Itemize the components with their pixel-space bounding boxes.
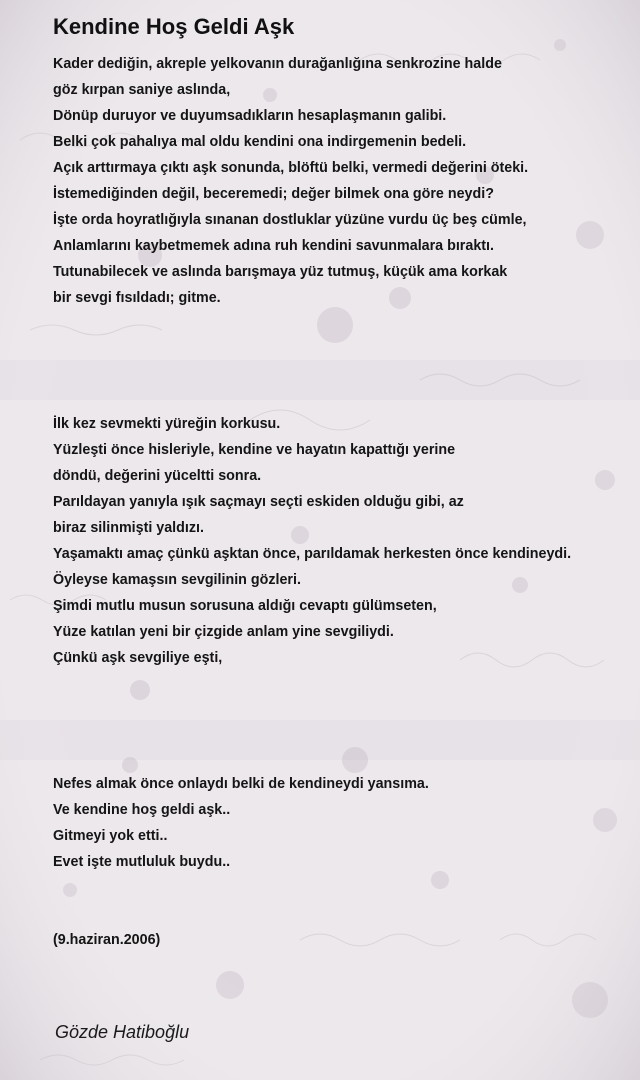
poem-line: Gitmeyi yok etti.. — [53, 828, 168, 844]
poem-line: Tutunabilecek ve aslında barışmaya yüz tutmuş, küçük ama korkak — [53, 264, 508, 280]
poem-line: döndü, değerini yüceltti sonra. — [53, 468, 262, 484]
poem-line: Öyleyse kamaşsın sevgilinin gözleri. — [53, 572, 301, 588]
poem-line: Ve kendine hoş geldi aşk.. — [53, 802, 231, 818]
poem-line: Nefes almak önce onlaydı belki de kendineydi yansıma. — [53, 776, 429, 792]
stanza-1 — [53, 51, 528, 311]
poem-line: Anlamlarını kaybetmemek adına ruh kendini savunmalara bıraktı. — [53, 238, 494, 254]
poem-line: İşte orda hoyratlığıyla sınanan dostluklar yüzüne vurdu üç beş cümle, — [53, 212, 527, 228]
poem-line: Yaşamaktı amaç çünkü aşktan önce, parıldamak herkesten önce kendineydi. — [53, 546, 572, 562]
poem-author: Gözde Hatiboğlu — [55, 1022, 190, 1042]
poem-line: Çünkü aşk sevgiliye eşti, — [53, 650, 223, 666]
poem-title: Kendine Hoş Geldi Aşk — [53, 14, 295, 39]
poem-line: Yüzleşti önce hisleriyle, kendine ve hayatın kapattığı yerine — [53, 442, 456, 458]
poem-line: Açık arttırmaya çıktı aşk sonunda, blöftü belki, vermedi değerini öteki. — [53, 160, 529, 176]
poem-line: İlk kez sevmekti yüreğin korkusu. — [53, 416, 281, 432]
poem-line: Parıldayan yanıyla ışık saçmayı seçti eskiden olduğu gibi, az — [53, 494, 464, 510]
stanza-2 — [53, 411, 571, 671]
poem-line: biraz silinmişti yaldızı. — [53, 520, 204, 536]
poem-line: Şimdi mutlu musun sorusuna aldığı cevaptı gülümseten, — [53, 598, 437, 614]
poem-line: bir sevgi fısıldadı; gitme. — [53, 290, 221, 306]
poem-line: Belki çok pahalıya mal oldu kendini ona indirgemenin bedeli. — [53, 134, 467, 150]
stanza-3 — [53, 771, 429, 875]
poem-line: göz kırpan saniye aslında, — [53, 82, 231, 98]
poem-line: Evet işte mutluluk buydu.. — [53, 854, 231, 870]
poem-line: Yüze katılan yeni bir çizgide anlam yine sevgiliydi. — [53, 624, 394, 640]
poem-line: Dönüp duruyor ve duyumsadıkların hesaplaşmanın galibi. — [53, 108, 447, 124]
poem-line: İstemediğinden değil, beceremedi; değer bilmek ona göre neydi? — [53, 186, 494, 202]
poem-date: (9.haziran.2006) — [53, 932, 161, 948]
poem-line: Kader dediğin, akreple yelkovanın durağanlığına senkrozine halde — [53, 56, 502, 72]
